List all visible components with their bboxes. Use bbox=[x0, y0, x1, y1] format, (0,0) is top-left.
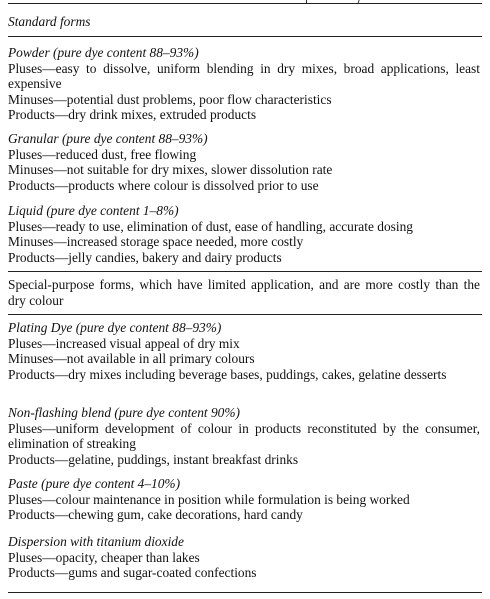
section-heading-special: Special-purpose forms, which have limited application, and are more costly than the dry colour bbox=[8, 277, 480, 308]
form-item-plating-dye bbox=[8, 320, 480, 382]
item-products: Products—products where colour is dissolved prior to use bbox=[8, 177, 319, 193]
item-content: (pure dye content 88–93%) bbox=[61, 131, 208, 146]
item-minuses: Minuses—increased storage space needed, more costly bbox=[8, 234, 304, 250]
item-minuses: Minuses—not available in all primary colours bbox=[8, 351, 255, 367]
item-pluses: Pluses—easy to dissolve, uniform blending in dry mixes, broad applications, least expensive bbox=[8, 60, 480, 92]
item-title bbox=[8, 534, 480, 550]
item-title bbox=[8, 131, 480, 147]
item-content: (pure dye content 90%) bbox=[114, 405, 240, 420]
rule-before-special bbox=[8, 271, 482, 272]
item-name: Plating Dye bbox=[8, 320, 73, 335]
form-item-dispersion bbox=[8, 534, 480, 581]
item-minuses: Minuses—not suitable for dry mixes, slower dissolution rate bbox=[8, 162, 333, 178]
item-title bbox=[8, 405, 480, 421]
form-item-liquid bbox=[8, 203, 480, 265]
item-title bbox=[8, 203, 480, 219]
item-title bbox=[8, 320, 480, 336]
bottom-rule bbox=[8, 592, 482, 593]
item-name: Liquid bbox=[8, 203, 43, 218]
item-pluses: Pluses—colour maintenance in position while formulation is being worked bbox=[8, 491, 410, 507]
item-products: Products—dry mixes including beverage bases, puddings, cakes, gelatine desserts bbox=[8, 366, 447, 382]
item-products: Products—chewing gum, cake decorations, hard candy bbox=[8, 507, 303, 523]
rule-after-special bbox=[8, 314, 482, 315]
item-name: Powder bbox=[8, 45, 50, 60]
item-content: (pure dye content 1–8%) bbox=[46, 203, 179, 218]
item-title bbox=[8, 45, 480, 61]
section-heading-standard: Standard forms bbox=[8, 14, 91, 29]
item-pluses: Pluses—increased visual appeal of dry mix bbox=[8, 335, 240, 351]
item-name: Dispersion with titanium dioxide bbox=[8, 534, 184, 549]
item-products: Products—dry drink mixes, extruded products bbox=[8, 107, 257, 123]
item-pluses: Pluses—reduced dust, free flowing bbox=[8, 146, 197, 162]
item-title bbox=[8, 476, 480, 492]
item-name: Granular bbox=[8, 131, 59, 146]
rule-after-heading bbox=[8, 36, 482, 37]
item-pluses: Pluses—uniform development of colour in products reconstituted by the consumer, elimination of streaking bbox=[8, 420, 480, 452]
item-content: (pure dye content 88–93%) bbox=[75, 320, 222, 335]
form-item-non-flashing-blend bbox=[8, 405, 480, 467]
item-pluses: Pluses—opacity, cheaper than lakes bbox=[8, 549, 200, 565]
form-item-granular bbox=[8, 131, 480, 193]
top-rule bbox=[8, 3, 482, 4]
item-minuses: Minuses—potential dust problems, poor flow characteristics bbox=[8, 91, 332, 107]
form-item-paste bbox=[8, 476, 480, 523]
item-products: Products—gelatine, puddings, instant breakfast drinks bbox=[8, 451, 299, 467]
item-content: (pure dye content 4–10%) bbox=[41, 476, 181, 491]
item-products: Products—jelly candies, bakery and dairy products bbox=[8, 249, 282, 265]
form-item-powder bbox=[8, 45, 480, 123]
item-products: Products—gums and sugar-coated confections bbox=[8, 565, 257, 581]
item-content: (pure dye content 88–93%) bbox=[53, 45, 199, 60]
item-name: Non-flashing blend bbox=[8, 405, 112, 420]
item-pluses: Pluses—ready to use, elimination of dust, ease of handling, accurate dosing bbox=[8, 218, 413, 234]
top-edge-marks bbox=[298, 0, 378, 8]
item-name: Paste bbox=[8, 476, 38, 491]
